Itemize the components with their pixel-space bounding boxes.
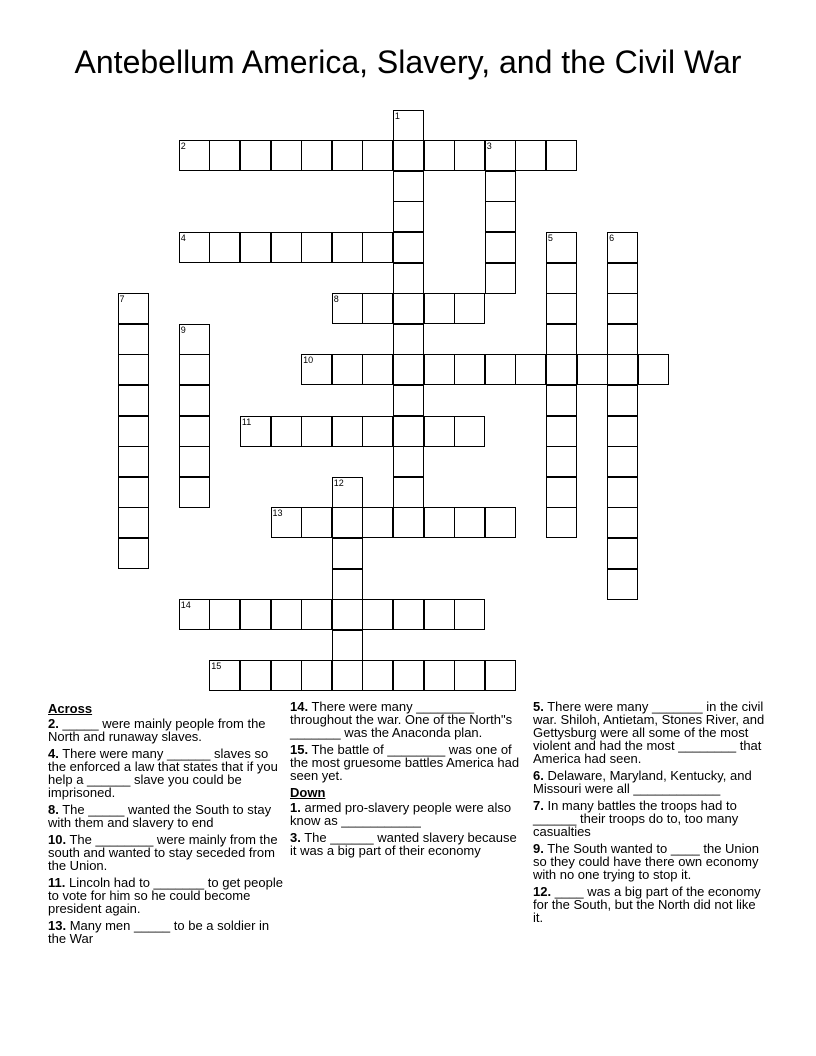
clue-number: 14. [290, 699, 309, 714]
grid-cell[interactable] [546, 140, 577, 171]
clue-number: 5. [533, 699, 544, 714]
grid-cell[interactable] [424, 293, 455, 324]
grid-cell[interactable] [301, 232, 332, 263]
clue-text: There were many ______ slaves so the enforced a law that states that if you help a ______ slave you could be imprisoned. [48, 746, 278, 800]
grid-cell[interactable] [332, 354, 363, 385]
grid-cell[interactable] [332, 569, 363, 600]
grid-cell[interactable] [607, 324, 638, 355]
grid-cell[interactable] [393, 263, 424, 294]
grid-cell[interactable] [393, 507, 424, 538]
clue-across-8 [48, 803, 284, 829]
grid-cell[interactable] [485, 507, 516, 538]
clue-number-label: 7 [119, 294, 125, 305]
grid-cell[interactable] [240, 140, 271, 171]
grid-cell[interactable] [393, 660, 424, 691]
clue-text: The ______ wanted slavery because it was a big part of their economy [290, 830, 517, 858]
clues-column-3 [533, 700, 769, 928]
clue-number: 15. [290, 742, 309, 757]
grid-cell[interactable] [118, 507, 149, 538]
grid-cell[interactable] [393, 599, 424, 630]
clue-text: In many battles the troops had to ______ their troops do to, too many casualties [533, 798, 739, 839]
grid-cell[interactable] [118, 477, 149, 508]
clue-number-label: 4 [180, 232, 186, 243]
grid-cell[interactable] [118, 416, 149, 447]
clue-across-15 [290, 743, 526, 782]
grid-cell[interactable] [393, 110, 424, 141]
grid-cell[interactable] [607, 569, 638, 600]
grid-cell[interactable] [393, 477, 424, 508]
clue-down-1 [290, 801, 526, 827]
grid-cell[interactable] [362, 140, 393, 171]
grid-cell[interactable] [118, 385, 149, 416]
grid-cell[interactable] [179, 232, 210, 263]
clue-text: Delaware, Maryland, Kentucky, and Missouri were all ____________ [533, 768, 752, 796]
grid-cell[interactable] [393, 385, 424, 416]
grid-cell[interactable] [454, 140, 485, 171]
clue-number: 6. [533, 768, 544, 783]
grid-cell[interactable] [271, 416, 302, 447]
grid-cell[interactable] [332, 477, 363, 508]
grid-cell[interactable] [607, 385, 638, 416]
grid-cell[interactable] [332, 140, 363, 171]
grid-cell[interactable] [362, 232, 393, 263]
clue-text: The ________ were mainly from the south and wanted to stay seceded from the Union. [48, 832, 278, 873]
clue-number-label: 13 [272, 508, 283, 519]
clue-number-label: 5 [547, 232, 553, 243]
clue-number: 12. [533, 884, 552, 899]
grid-cell[interactable] [424, 599, 455, 630]
grid-cell[interactable] [546, 507, 577, 538]
grid-cell[interactable] [454, 293, 485, 324]
grid-cell[interactable] [118, 446, 149, 477]
grid-cell[interactable] [454, 354, 485, 385]
grid-cell[interactable] [393, 416, 424, 447]
grid-cell[interactable] [362, 507, 393, 538]
clue-text: armed pro-slavery people were also know as ___________ [290, 800, 512, 828]
grid-cell[interactable] [209, 140, 240, 171]
grid-cell[interactable] [485, 201, 516, 232]
grid-cell[interactable] [515, 354, 546, 385]
grid-cell[interactable] [301, 507, 332, 538]
grid-cell[interactable] [332, 416, 363, 447]
clue-number-label: 11 [241, 416, 252, 427]
grid-cell[interactable] [454, 507, 485, 538]
grid-cell[interactable] [240, 416, 271, 447]
grid-cell[interactable] [301, 354, 332, 385]
grid-cell[interactable] [454, 416, 485, 447]
grid-cell[interactable] [515, 140, 546, 171]
down-heading: Down [290, 785, 326, 800]
grid-cell[interactable] [485, 354, 516, 385]
grid-cell[interactable] [454, 599, 485, 630]
clue-down-5 [533, 700, 769, 765]
grid-cell[interactable] [271, 140, 302, 171]
grid-cell[interactable] [607, 477, 638, 508]
grid-cell[interactable] [271, 660, 302, 691]
grid-cell[interactable] [546, 293, 577, 324]
clue-number: 4. [48, 746, 59, 761]
grid-cell[interactable] [607, 232, 638, 263]
grid-cell[interactable] [332, 232, 363, 263]
grid-cell[interactable] [301, 416, 332, 447]
clue-text: _____ were mainly people from the North and runaway slaves. [48, 716, 266, 744]
grid-cell[interactable] [362, 293, 393, 324]
grid-cell[interactable] [362, 416, 393, 447]
clue-across-2 [48, 717, 284, 743]
grid-cell[interactable] [607, 538, 638, 569]
grid-cell[interactable] [393, 293, 424, 324]
grid-cell[interactable] [577, 354, 608, 385]
clue-number-label: 10 [303, 355, 314, 366]
clue-down-9 [533, 842, 769, 881]
clue-number: 1. [290, 800, 301, 815]
clue-number-label: 8 [333, 294, 339, 305]
clue-across-10 [48, 833, 284, 872]
grid-cell[interactable] [393, 354, 424, 385]
grid-cell[interactable] [240, 660, 271, 691]
grid-cell[interactable] [332, 293, 363, 324]
clue-number: 9. [533, 841, 544, 856]
clue-number-label: 2 [180, 141, 186, 152]
clue-across-13 [48, 919, 284, 945]
grid-cell[interactable] [393, 324, 424, 355]
page-title: Antebellum America, Slavery, and the Civil War [74, 44, 742, 80]
grid-cell[interactable] [118, 538, 149, 569]
grid-cell[interactable] [546, 416, 577, 447]
grid-cell[interactable] [485, 140, 516, 171]
clue-number: 10. [48, 832, 67, 847]
grid-cell[interactable] [179, 599, 210, 630]
grid-cell[interactable] [179, 416, 210, 447]
clue-number: 11. [48, 875, 66, 890]
grid-cell[interactable] [301, 660, 332, 691]
grid-cell[interactable] [424, 140, 455, 171]
grid-cell[interactable] [485, 171, 516, 202]
grid-cell[interactable] [332, 660, 363, 691]
clue-number-label: 9 [180, 324, 186, 335]
clue-text: Lincoln had to _______ to get people to vote for him so he could become president again. [48, 875, 283, 916]
grid-cell[interactable] [179, 324, 210, 355]
clue-number-label: 3 [486, 141, 492, 152]
grid-cell[interactable] [240, 232, 271, 263]
clue-number-label: 12 [333, 477, 344, 488]
clue-down-7 [533, 799, 769, 838]
grid-cell[interactable] [607, 293, 638, 324]
clue-across-11 [48, 876, 284, 915]
clues-column-2 [290, 700, 526, 861]
grid-cell[interactable] [485, 660, 516, 691]
grid-cell[interactable] [301, 140, 332, 171]
grid-cell[interactable] [362, 599, 393, 630]
grid-cell[interactable] [607, 446, 638, 477]
clue-text: The _____ wanted the South to stay with them and slavery to end [48, 802, 272, 830]
grid-cell[interactable] [454, 660, 485, 691]
grid-cell[interactable] [546, 263, 577, 294]
grid-cell[interactable] [118, 354, 149, 385]
clue-number-label: 14 [180, 600, 191, 611]
clue-text: The South wanted to ____ the Union so they could have there own economy with no one trying to stop it. [533, 841, 759, 882]
clue-across-4 [48, 747, 284, 799]
grid-cell[interactable] [179, 140, 210, 171]
grid-cell[interactable] [271, 507, 302, 538]
grid-cell[interactable] [424, 660, 455, 691]
across-heading: Across [48, 701, 93, 716]
grid-cell[interactable] [638, 354, 669, 385]
clue-number-label: 6 [609, 232, 615, 243]
grid-cell[interactable] [118, 324, 149, 355]
clue-down-12 [533, 885, 769, 924]
grid-cell[interactable] [607, 354, 638, 385]
grid-cell[interactable] [607, 263, 638, 294]
clues-column-1 [48, 700, 284, 949]
grid-cell[interactable] [424, 507, 455, 538]
grid-cell[interactable] [332, 599, 363, 630]
clue-number: 13. [48, 918, 67, 933]
clue-text: There were many _______ in the civil war. Shiloh, Antietam, Stones River, and Gettysburg were all some of the most violent and had the most ________ that America had seen. [533, 699, 765, 766]
grid-cell[interactable] [179, 354, 210, 385]
grid-cell[interactable] [485, 232, 516, 263]
clue-number: 2. [48, 716, 59, 731]
grid-cell[interactable] [393, 232, 424, 263]
grid-cell[interactable] [179, 446, 210, 477]
clue-number: 3. [290, 830, 301, 845]
grid-cell[interactable] [271, 599, 302, 630]
grid-cell[interactable] [362, 354, 393, 385]
grid-cell[interactable] [362, 660, 393, 691]
grid-cell[interactable] [546, 385, 577, 416]
grid-cell[interactable] [546, 324, 577, 355]
grid-cell[interactable] [485, 263, 516, 294]
grid-cell[interactable] [240, 599, 271, 630]
grid-cell[interactable] [209, 660, 240, 691]
clue-number: 7. [533, 798, 544, 813]
grid-cell[interactable] [393, 140, 424, 171]
grid-cell[interactable] [546, 477, 577, 508]
grid-cell[interactable] [393, 171, 424, 202]
grid-cell[interactable] [424, 354, 455, 385]
grid-cell[interactable] [607, 416, 638, 447]
grid-cell[interactable] [393, 201, 424, 232]
clue-number-label: 1 [394, 110, 400, 121]
grid-cell[interactable] [209, 232, 240, 263]
grid-cell[interactable] [118, 293, 149, 324]
grid-cell[interactable] [209, 599, 240, 630]
grid-cell[interactable] [607, 507, 638, 538]
grid-cell[interactable] [332, 630, 363, 661]
grid-cell[interactable] [424, 416, 455, 447]
clue-text: There were many ________ throughout the war. One of the North"s _______ was the Anaconda plan. [290, 699, 513, 740]
clue-down-6 [533, 769, 769, 795]
clue-text: The battle of ________ was one of the most gruesome battles America had seen yet. [290, 742, 520, 783]
grid-cell[interactable] [546, 446, 577, 477]
grid-cell[interactable] [332, 538, 363, 569]
clue-down-3 [290, 831, 526, 857]
grid-cell[interactable] [393, 446, 424, 477]
grid-cell[interactable] [271, 232, 302, 263]
clue-number: 8. [48, 802, 59, 817]
grid-cell[interactable] [179, 477, 210, 508]
clue-text: Many men _____ to be a soldier in the War [48, 918, 270, 946]
grid-cell[interactable] [301, 599, 332, 630]
grid-cell[interactable] [332, 507, 363, 538]
grid-cell[interactable] [179, 385, 210, 416]
clue-text: ____ was a big part of the economy for the South, but the North did not like it. [533, 884, 761, 925]
clue-number-label: 15 [211, 661, 222, 672]
grid-cell[interactable] [546, 354, 577, 385]
clue-across-14 [290, 700, 526, 739]
grid-cell[interactable] [546, 232, 577, 263]
